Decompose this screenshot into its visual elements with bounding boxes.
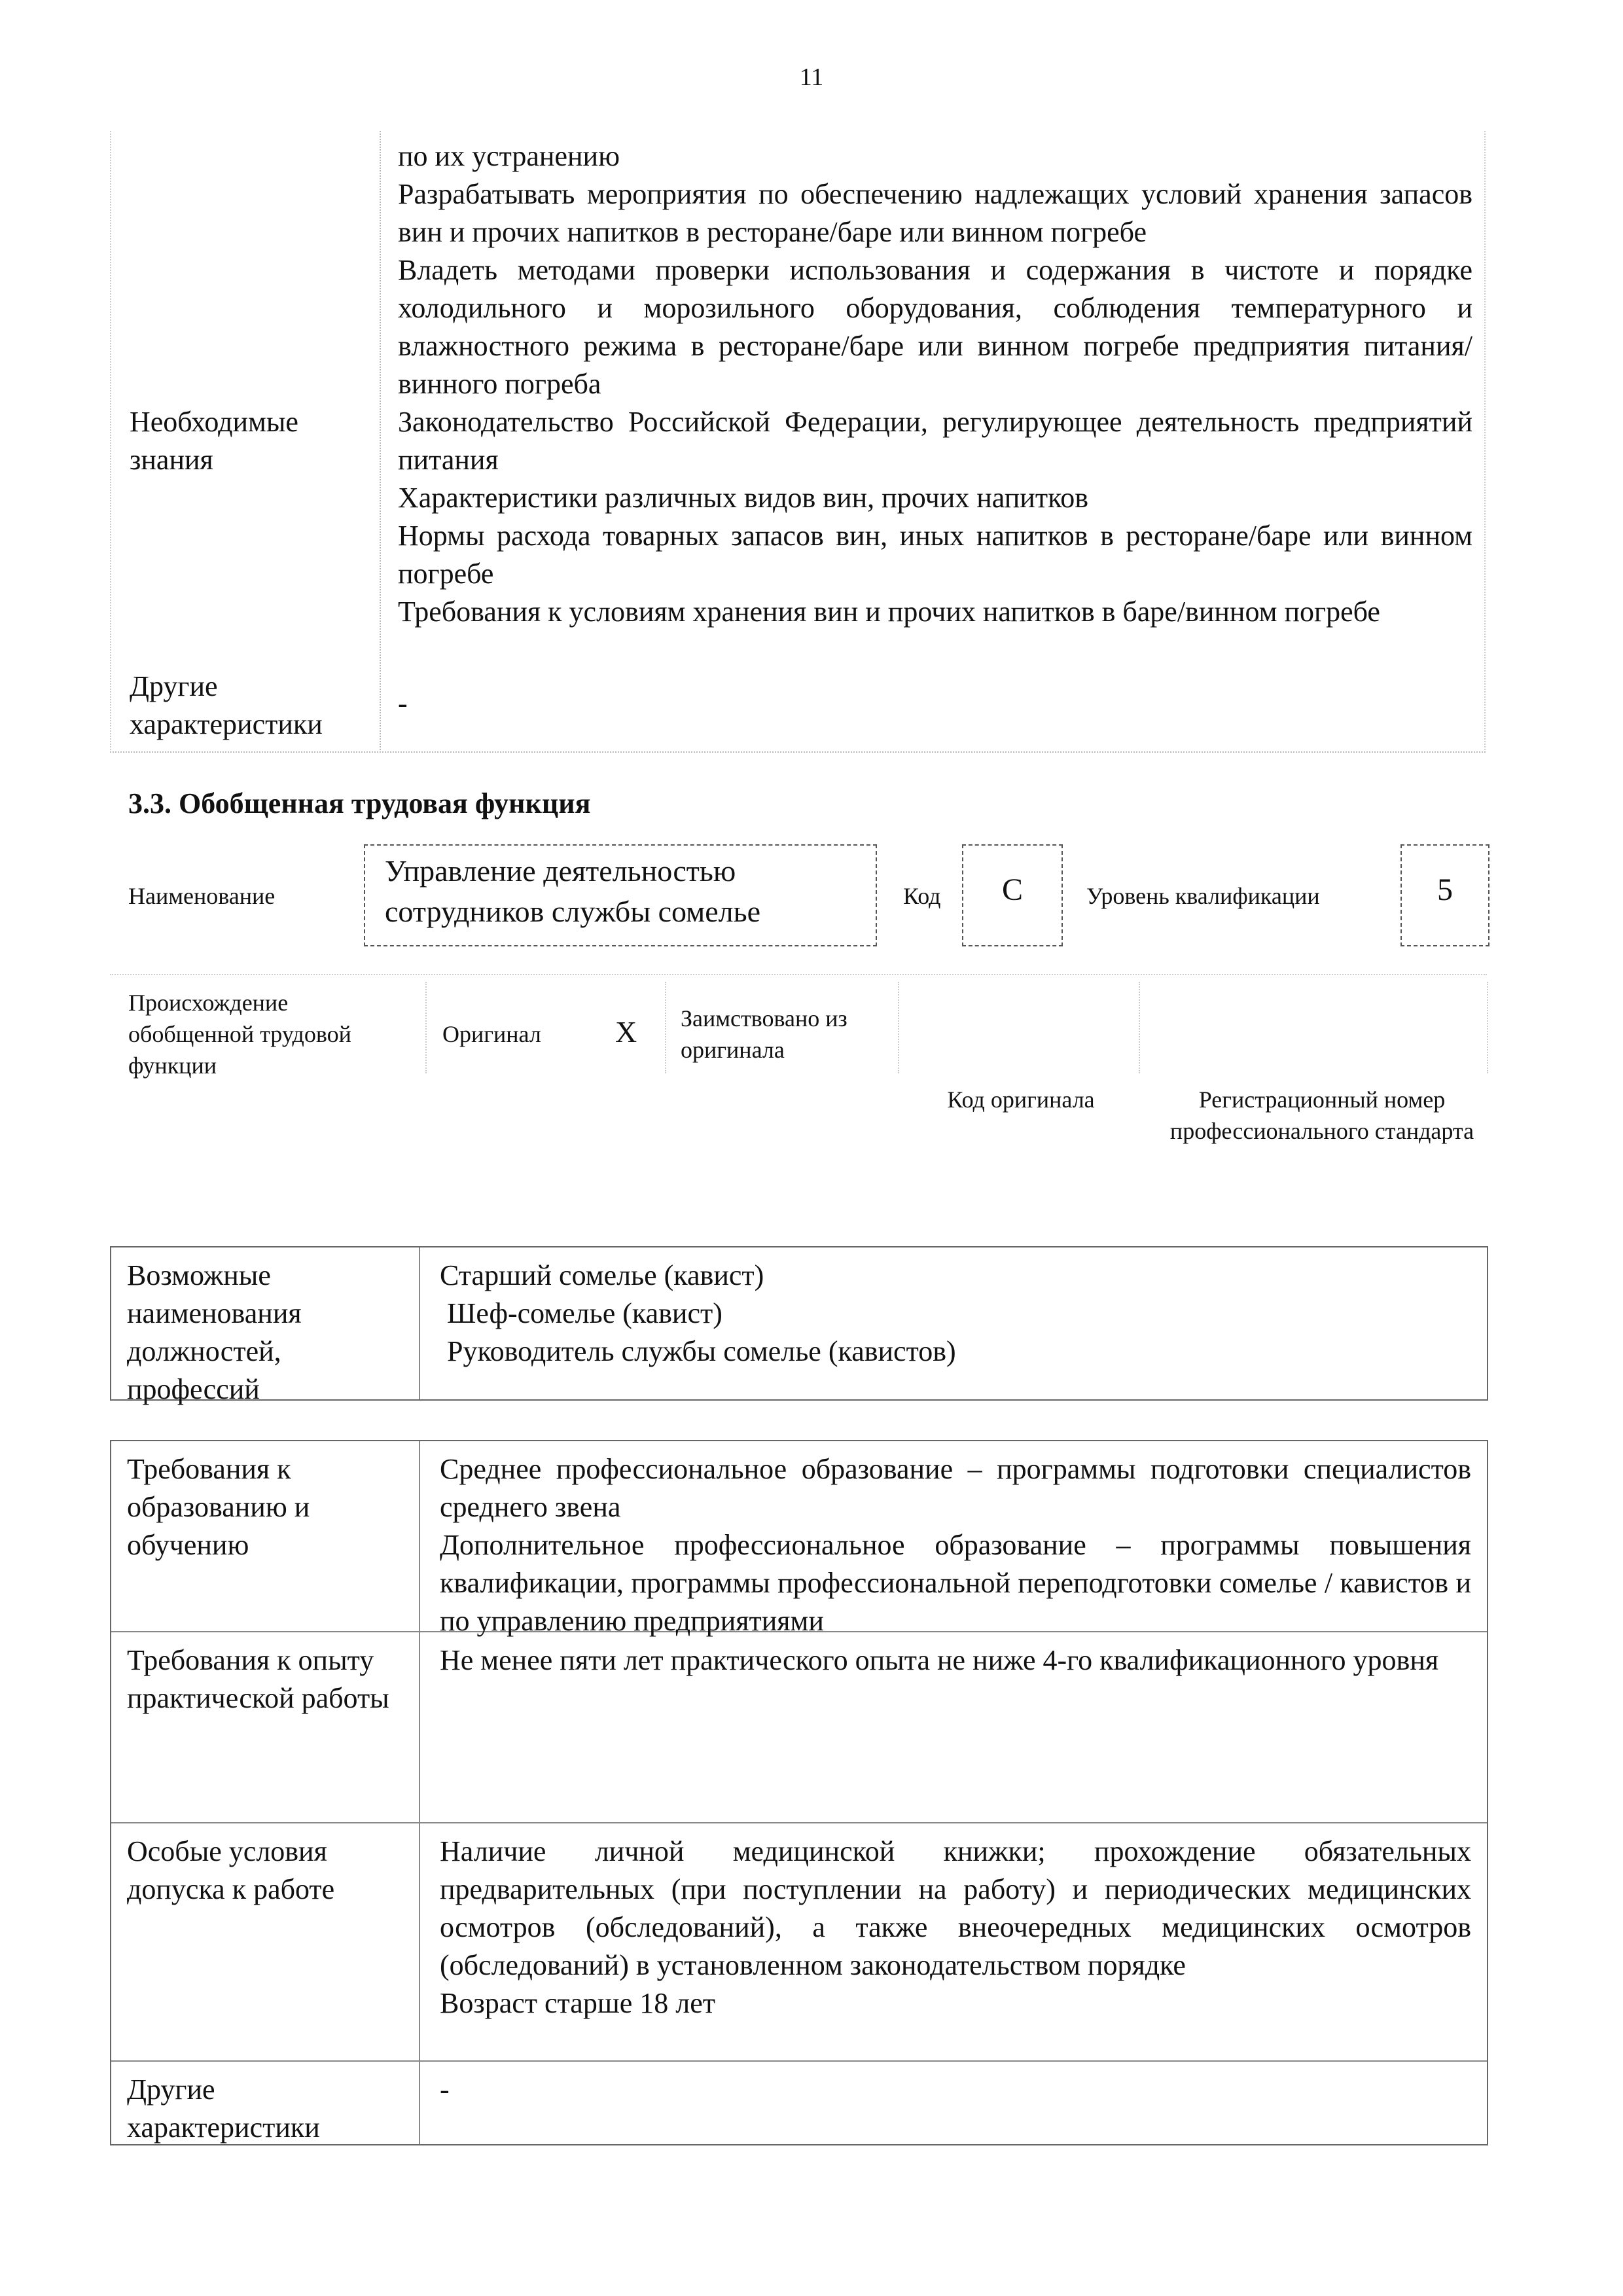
- positions-table: [110, 1246, 1488, 1405]
- position-item: Руководитель службы сомелье (кавистов): [440, 1335, 956, 1367]
- table-row: [111, 2062, 1487, 2144]
- skill-line: по их устранению: [398, 140, 620, 172]
- education-label: Требования к образованию и обучению: [127, 1453, 310, 1561]
- skill-line: Разрабатывать мероприятия по обеспечению надлежащих условий хранения запасов вин и прочих напитков в ресторане/баре или винном погребе: [398, 178, 1472, 248]
- education-line: Дополнительное профессиональное образование – программы повышения квалификации, программы профессиональной переподготовки сомелье / кавистов и по управлению предприятиями: [440, 1529, 1471, 1637]
- section-title: 3.3. Обобщенная трудовая функция: [128, 787, 591, 819]
- knowledge-cell: [398, 403, 1472, 631]
- experience-line: Не менее пяти лет практического опыта не ниже 4-го квалификационного уровня: [440, 1644, 1439, 1676]
- borrowed-label: Заимствовано из оригинала: [681, 1005, 847, 1063]
- table-row: [111, 1823, 1487, 2062]
- table-row: [111, 1441, 1487, 1637]
- original-label: Оригинал: [442, 1021, 541, 1047]
- name-box: [364, 844, 877, 946]
- experience-cell: [432, 1632, 1487, 1686]
- special-conditions-label: Особые условия допуска к работе: [127, 1835, 335, 1905]
- registration-number-caption: Регистрационный номер профессионального стандарта: [1169, 1086, 1474, 1144]
- code-value: C: [1001, 872, 1023, 907]
- code-original-caption: Код оригинала: [947, 1086, 1095, 1113]
- code-label: Код: [903, 883, 941, 909]
- page-number: 11: [799, 63, 824, 91]
- special-conditions-line: Наличие личной медицинской книжки; прохождение обязательных предварительных (при поступлении на работу) и периодических медицинских осмотров (обследований), а также внеочередных медицинских осмотров (обследований) в установленном законодательством порядке: [440, 1835, 1471, 1981]
- special-conditions-line: Возраст старше 18 лет: [440, 1987, 715, 2019]
- other-characteristics-label: Другие характеристики: [130, 670, 323, 740]
- education-cell: [432, 1441, 1487, 1647]
- name-label: Наименование: [128, 883, 276, 909]
- other-label: Другие характеристики: [127, 2073, 320, 2144]
- origin-label: Происхождение обобщенной трудовой функции: [128, 990, 351, 1079]
- knowledge-line: Нормы расхода товарных запасов вин, иных напитков в ресторане/баре или винном погребе: [398, 520, 1472, 590]
- position-item: Старший сомелье (кавист): [440, 1259, 764, 1291]
- knowledge-line: Характеристики различных видов вин, прочих напитков: [398, 482, 1088, 514]
- original-mark: X: [615, 1015, 637, 1049]
- special-conditions-cell: [432, 1823, 1487, 2029]
- knowledge-line: Требования к условиям хранения вин и прочих напитков в баре/винном погребе: [398, 596, 1380, 628]
- positions-label: Возможные наименования должностей, профессий: [127, 1259, 302, 1405]
- knowledge-line: Законодательство Российской Федерации, регулирующее деятельность предприятий питания: [398, 406, 1472, 476]
- other-cell: [432, 2062, 1487, 2115]
- skill-line: Владеть методами проверки использования и содержания в чистоте и порядке холодильного и морозильного оборудования, соблюдения температурного и влажностного режима в ресторане/баре или винном погребе предприятия питания/ винного погреба: [398, 254, 1472, 400]
- position-item: Шеф-сомелье (кавист): [440, 1297, 722, 1329]
- level-label: Уровень квалификации: [1086, 883, 1320, 909]
- name-value: Управление деятельностью сотрудников службы сомелье: [385, 854, 761, 928]
- skills-cell: [398, 137, 1472, 403]
- continuation-table: [110, 131, 1486, 753]
- code-box: [962, 844, 1063, 946]
- education-line: Среднее профессиональное образование – программы подготовки специалистов среднего звена: [440, 1453, 1471, 1523]
- other-value: -: [440, 2073, 450, 2106]
- level-value: 5: [1437, 872, 1453, 907]
- experience-label: Требования к опыту практической работы: [127, 1644, 389, 1714]
- knowledge-label: Необходимые знания: [130, 406, 298, 476]
- positions-cell: [432, 1247, 1487, 1377]
- table-row: [111, 1632, 1487, 1823]
- level-box: [1400, 844, 1489, 946]
- other-characteristics-value: -: [398, 687, 408, 719]
- requirements-table: [110, 1440, 1488, 2145]
